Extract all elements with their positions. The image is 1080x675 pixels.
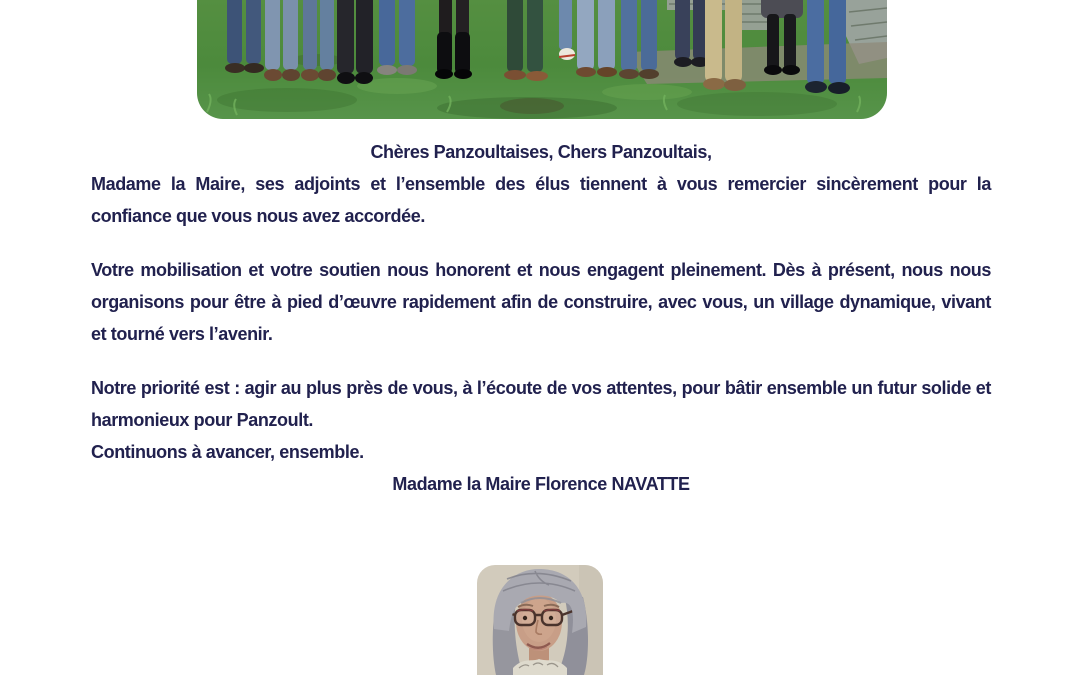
team-photo-illustration — [197, 0, 887, 119]
mayor-portrait — [477, 565, 603, 675]
letter-body — [91, 136, 991, 500]
mayor-portrait-illustration — [477, 565, 603, 675]
paragraph-mobilisation: Votre mobilisation et votre soutien nous honorent et nous engagent pleinement. Dès à présent, nous nous organisons pour être à pied d’œuvre rapidement afin de construire, avec vous, un village dynamique, vivant et tourné vers l’avenir. — [91, 260, 991, 344]
paragraph-continuons: Continuons à avancer, ensemble. — [91, 442, 364, 462]
signature-line: Madame la Maire Florence NAVATTE — [392, 474, 690, 494]
team-photo — [197, 0, 887, 119]
salutation: Chères Panzoultaises, Chers Panzoultais, — [370, 142, 712, 162]
paragraph-remerciement: Madame la Maire, ses adjoints et l’ensemble des élus tiennent à vous remercier sincèrement pour la confiance que vous nous avez accordée. — [91, 174, 991, 226]
paragraph-priorite: Notre priorité est : agir au plus près de vous, à l’écoute de vos attentes, pour bâtir ensemble un futur solide et harmonieux pour Panzoult. — [91, 378, 991, 430]
